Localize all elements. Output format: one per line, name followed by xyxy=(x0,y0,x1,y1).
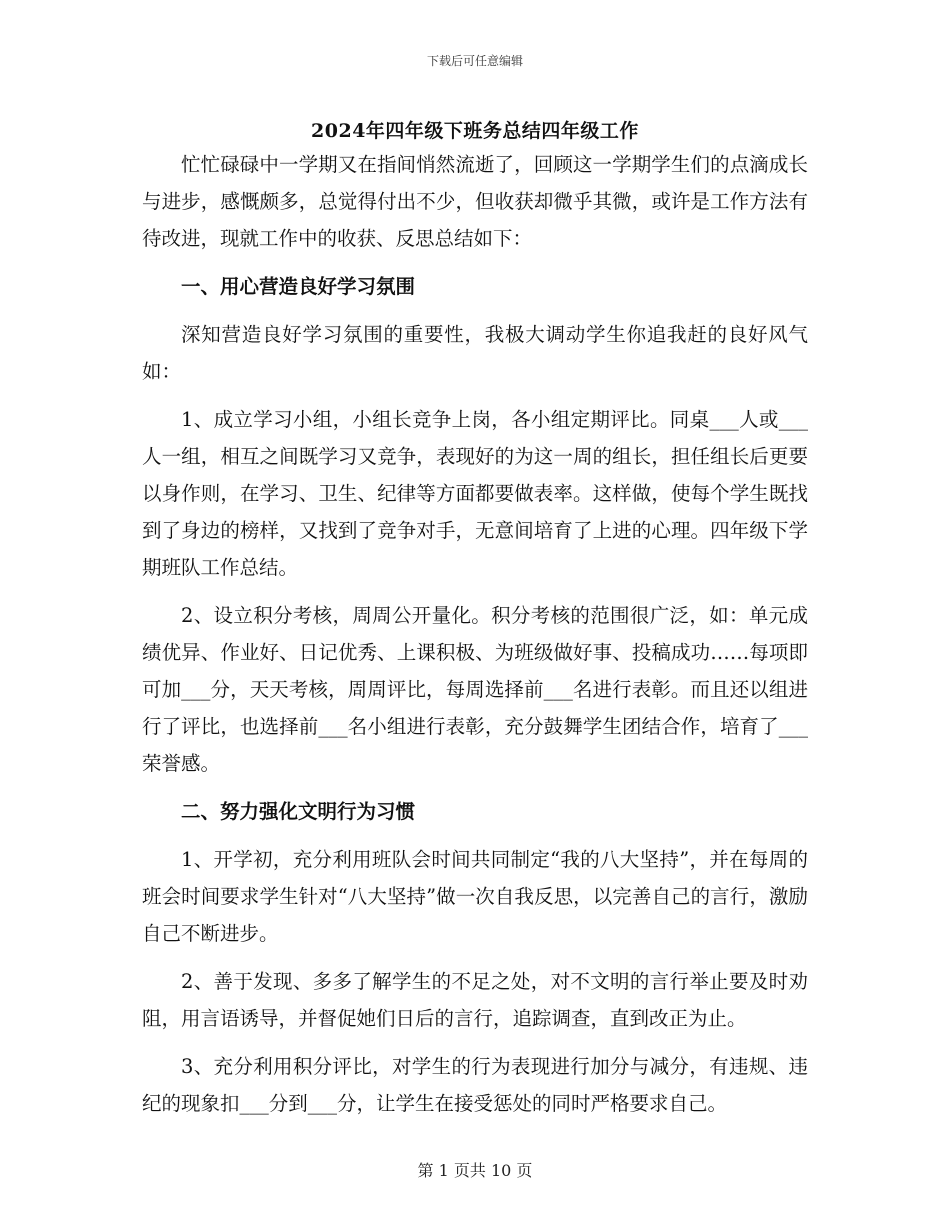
paragraph-section-2-item-3: 3、充分利用积分评比，对学生的行为表现进行加分与减分，有违规、违纪的现象扣___分到___分，让学生在接受惩处的同时严格要求自己。 xyxy=(142,1055,808,1115)
paragraph-section-1-intro: 深知营造良好学习氛围的重要性，我极大调动学生你追我赶的良好风气如： xyxy=(142,323,808,383)
page-number-footer: 第 1 页共 10 页 xyxy=(417,1161,533,1180)
paragraph-section-2-item-1: 1、开学初，充分利用班队会时间共同制定“我的八大坚持”，并在每周的班会时间要求学生针对“八大坚持”做一次自我反思，以完善自己的言行，激励自己不断进步。 xyxy=(142,848,808,945)
paragraph-section-1-item-1: 1、成立学习小组，小组长竞争上岗，各小组定期评比。同桌___人或___人一组，相互之间既学习又竞争，表现好的为这一周的组长，担任组长后更要以身作则，在学习、卫生、纪律等方面都要做表率。这样做，使每个学生既找到了身边的榜样，又找到了竞争对手，无意间培育了上进的心理。四年级下学期班队工作总结。 xyxy=(142,408,808,579)
heading-section-1: 一、用心营造良好学习氛围 xyxy=(181,275,416,298)
heading-section-2: 二、努力强化文明行为习惯 xyxy=(181,800,416,823)
page-header-note: 下载后可任意编辑 xyxy=(426,54,523,68)
paragraph-section-1-item-2: 2、设立积分考核，周周公开量化。积分考核的范围很广泛，如：单元成绩优异、作业好、日记优秀、上课积极、为班级做好事、投稿成功……每项即可加___分，天天考核，周周评比，每周选择前___名进行表彰。而且还以组进行了评比，也选择前___名小组进行表彰，充分鼓舞学生团结合作，培育了___荣誉感。 xyxy=(142,604,808,775)
document-body xyxy=(142,146,808,1133)
paragraph-section-2-item-2: 2、善于发现、多多了解学生的不足之处，对不文明的言行举止要及时劝阻，用言语诱导，并督促她们日后的言行，追踪调查，直到改正为止。 xyxy=(142,970,808,1030)
document-title: 2024年四年级下班务总结四年级工作 xyxy=(311,120,639,142)
paragraph-intro: 忙忙碌碌中一学期又在指间悄然流逝了，回顾这一学期学生们的点滴成长与进步，感慨颇多，总觉得付出不少，但收获却微乎其微，或许是工作方法有待改进，现就工作中的收获、反思总结如下： xyxy=(142,153,808,250)
